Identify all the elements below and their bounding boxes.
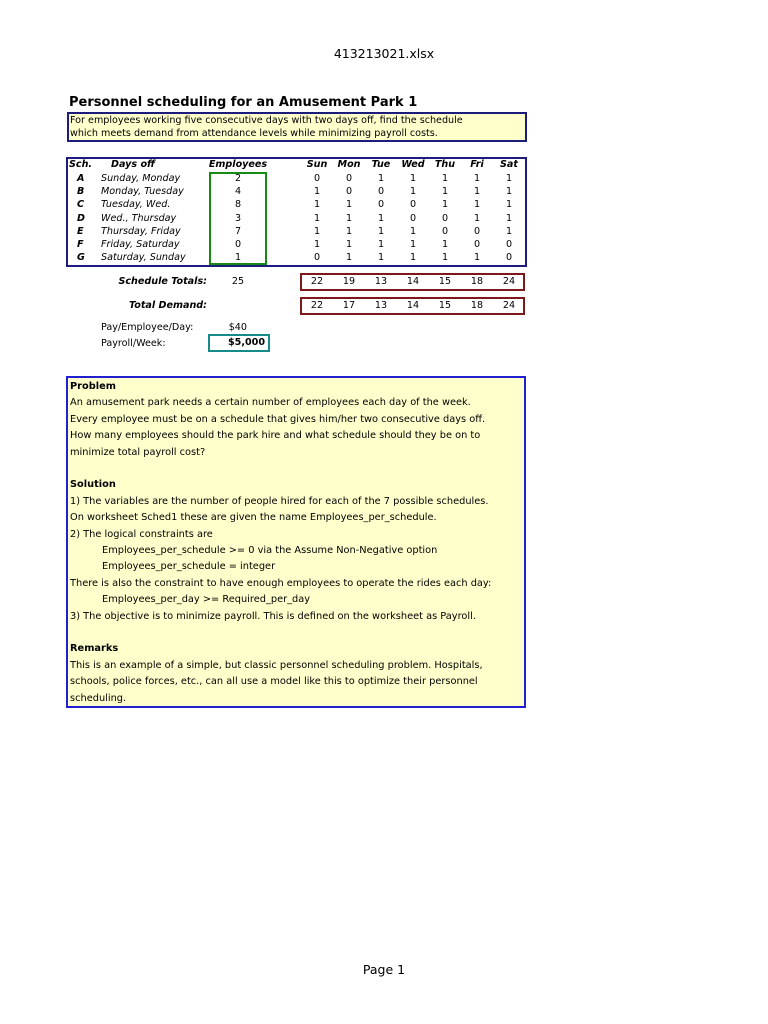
day-cell: 0 <box>441 212 449 224</box>
col-header-sat: Sat <box>500 159 518 170</box>
day-cell: 1 <box>473 252 481 264</box>
day-cell: 0 <box>409 199 417 211</box>
day-cell: 0 <box>377 186 385 198</box>
col-header-sun: Sun <box>306 159 328 170</box>
day-cell: 0 <box>505 252 513 264</box>
day-cell: 1 <box>505 212 513 224</box>
row-days-off: Sunday, Monday <box>101 173 181 184</box>
employees-cell[interactable]: 7 <box>234 225 242 237</box>
demand-cell[interactable]: 17 <box>342 300 356 311</box>
row-days-off: Wed., Thursday <box>101 212 177 224</box>
day-cell: 1 <box>409 252 417 264</box>
day-cell: 1 <box>505 225 513 237</box>
demand-cell[interactable]: 13 <box>374 300 388 311</box>
row-days-off: Thursday, Friday <box>101 225 181 237</box>
schedule-total-cell: 18 <box>470 276 484 287</box>
day-cell: 1 <box>473 173 481 184</box>
notes-line: Employees_per_schedule >= 0 via the Assume Non-Negative option <box>102 545 438 556</box>
row-sch-label: B <box>77 186 85 198</box>
notes-box <box>66 376 526 708</box>
notes-heading: Problem <box>70 381 116 392</box>
notes-line: schools, police forces, etc., can all use a model like this to optimize their personnel <box>70 676 478 688</box>
day-cell: 1 <box>345 199 353 211</box>
notes-line: There is also the constraint to have enough employees to operate the rides each day: <box>70 577 492 589</box>
day-cell: 0 <box>473 239 481 250</box>
notes-line: 1) The variables are the number of people hired for each of the 7 possible schedules. <box>70 495 489 507</box>
day-cell: 1 <box>313 199 321 211</box>
notes-line: Every employee must be on a schedule that gives him/her two consecutive days off. <box>70 413 486 425</box>
row-sch-label: C <box>77 199 85 211</box>
notes-line: How many employees should the park hire and what schedule should they be on to <box>70 430 481 442</box>
col-header-fri: Fri <box>470 159 484 170</box>
notes-heading: Solution <box>70 479 116 491</box>
total-demand-label: Total Demand: <box>128 300 207 311</box>
col-header-sch: Sch. <box>69 159 93 170</box>
intro-line: which meets demand from attendance levels while minimizing payroll costs. <box>70 128 438 139</box>
day-cell: 1 <box>345 239 353 250</box>
day-cell: 1 <box>377 252 385 264</box>
notes-line: An amusement park needs a certain number of employees each day of the week. <box>70 397 471 409</box>
col-header-tue: Tue <box>371 159 391 170</box>
employees-cell[interactable]: 1 <box>234 252 242 264</box>
intro-description <box>67 112 527 142</box>
notes-heading: Remarks <box>70 643 119 655</box>
day-cell: 1 <box>409 173 417 184</box>
row-sch-label: D <box>77 212 85 224</box>
day-cell: 1 <box>441 252 449 264</box>
row-sch-label: E <box>77 225 84 237</box>
day-cell: 0 <box>473 225 481 237</box>
col-header-wed: Wed <box>401 159 425 170</box>
day-cell: 0 <box>505 239 513 250</box>
day-cell: 1 <box>377 173 385 184</box>
day-cell: 1 <box>473 212 481 224</box>
pay-per-day-value[interactable]: $40 <box>228 322 247 333</box>
schedule-total-cell: 22 <box>310 276 324 287</box>
day-cell: 1 <box>313 225 321 237</box>
schedule-total-cell: 15 <box>438 276 452 287</box>
day-cell: 1 <box>505 186 513 198</box>
schedule-totals-label: Schedule Totals: <box>118 276 207 287</box>
employees-cell[interactable]: 3 <box>234 212 242 224</box>
employees-cell[interactable]: 4 <box>234 186 242 198</box>
day-cell: 1 <box>441 186 449 198</box>
day-cell: 0 <box>345 186 353 198</box>
row-sch-label: G <box>77 252 85 264</box>
pay-per-day-label: Pay/Employee/Day: <box>101 322 194 333</box>
day-cell: 1 <box>313 186 321 198</box>
day-cell: 1 <box>505 199 513 211</box>
day-cell: 1 <box>409 239 417 250</box>
demand-cell[interactable]: 22 <box>310 300 324 311</box>
day-cell: 1 <box>473 199 481 211</box>
employees-cell[interactable]: 2 <box>234 173 242 184</box>
notes-line: On worksheet Sched1 these are given the name Employees_per_schedule. <box>70 512 437 524</box>
day-cell: 1 <box>313 212 321 224</box>
schedule-total-cell: 14 <box>406 276 420 287</box>
employees-cell[interactable]: 8 <box>234 199 242 211</box>
demand-cell[interactable]: 18 <box>470 300 484 311</box>
day-cell: 1 <box>377 212 385 224</box>
day-cell: 1 <box>345 212 353 224</box>
day-cell: 1 <box>441 173 449 184</box>
employees-total: 25 <box>231 276 245 287</box>
day-cell: 1 <box>345 252 353 264</box>
col-header-mon: Mon <box>337 159 361 170</box>
day-cell: 1 <box>345 225 353 237</box>
day-cell: 1 <box>409 186 417 198</box>
day-cell: 1 <box>441 239 449 250</box>
notes-line: This is an example of a simple, but classic personnel scheduling problem. Hospitals, <box>70 659 483 671</box>
col-header-days-off: Days off <box>111 159 156 170</box>
intro-line: For employees working five consecutive days with two days off, find the schedule <box>70 115 463 126</box>
demand-cell[interactable]: 15 <box>438 300 452 311</box>
schedule-total-cell: 24 <box>502 276 516 287</box>
employees-cell[interactable]: 0 <box>234 239 242 250</box>
page-number: Page 1 <box>362 962 406 977</box>
row-days-off: Monday, Tuesday <box>101 186 184 198</box>
row-days-off: Saturday, Sunday <box>101 252 186 264</box>
day-cell: 1 <box>473 186 481 198</box>
row-sch-label: F <box>77 239 84 250</box>
page-title: Personnel scheduling for an Amusement Park 1 <box>69 95 418 110</box>
day-cell: 1 <box>441 199 449 211</box>
day-cell: 1 <box>377 225 385 237</box>
col-header-employees: Employees <box>208 159 268 170</box>
day-cell: 0 <box>377 199 385 211</box>
day-cell: 0 <box>345 173 353 184</box>
notes-line: Employees_per_day >= Required_per_day <box>102 594 311 606</box>
day-cell: 1 <box>377 239 385 250</box>
row-days-off: Tuesday, Wed. <box>101 199 171 211</box>
day-cell: 1 <box>505 173 513 184</box>
day-cell: 0 <box>313 252 321 264</box>
notes-line: minimize total payroll cost? <box>70 446 206 458</box>
row-days-off: Friday, Saturday <box>101 239 180 250</box>
day-cell: 1 <box>409 225 417 237</box>
demand-cell[interactable]: 14 <box>406 300 420 311</box>
day-cell: 0 <box>409 212 417 224</box>
schedule-total-cell: 19 <box>342 276 356 287</box>
day-cell: 0 <box>441 225 449 237</box>
notes-line: 3) The objective is to minimize payroll. This is defined on the worksheet as Payroll. <box>70 610 476 622</box>
payroll-label: Payroll/Week: <box>101 338 166 349</box>
file-title: 413213021.xlsx <box>333 46 435 61</box>
day-cell: 1 <box>313 239 321 250</box>
row-sch-label: A <box>77 173 85 184</box>
day-cell: 0 <box>313 173 321 184</box>
col-header-thu: Thu <box>434 159 456 170</box>
notes-line: scheduling. <box>70 692 127 704</box>
notes-line: 2) The logical constraints are <box>70 528 213 540</box>
payroll-value: $5,000 <box>227 337 265 348</box>
notes-line: Employees_per_schedule = integer <box>102 561 276 573</box>
schedule-total-cell: 13 <box>374 276 388 287</box>
demand-cell[interactable]: 24 <box>502 300 516 311</box>
